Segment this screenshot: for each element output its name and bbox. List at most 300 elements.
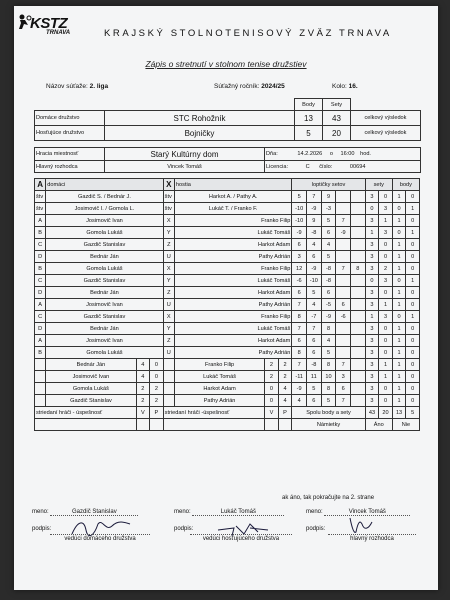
set-score-4 (336, 203, 351, 215)
referee-name: Vincek Tomáš (105, 161, 265, 173)
home-player: Bednár Ján (46, 251, 163, 263)
home-player: Gazdič Stanislav (46, 275, 163, 287)
home-team-name: STC Rohožník (105, 111, 295, 126)
set-score-2: 6 (307, 251, 322, 263)
singles-row (35, 287, 420, 299)
hour-label: hod. (360, 151, 371, 157)
set-score-3: 6 (321, 287, 336, 299)
doubles-tag-away: štv (163, 203, 174, 215)
set-score-3: -5 (321, 299, 336, 311)
home-player-letter: B (35, 347, 46, 359)
home-player-letter: D (35, 251, 46, 263)
singles-row (35, 299, 420, 311)
home-player: Bednár Ján (46, 287, 163, 299)
subs-row (35, 407, 420, 419)
match-record-sheet (14, 6, 438, 590)
ref-name-label: meno: (306, 509, 323, 515)
set-score-1: 7 (292, 299, 307, 311)
away-letter: X (163, 179, 174, 191)
set-score-2: -10 (307, 275, 322, 287)
referee-role: hlavný rozhodca (328, 534, 416, 542)
set-score-2: 6 (307, 335, 322, 347)
set-score-2: -9 (307, 203, 322, 215)
result-label-home: celkový výsledok (351, 111, 421, 126)
away-point: 0 (406, 215, 420, 227)
venue-value: Starý Kultúrny dom (105, 148, 265, 161)
home-player-letter: C (35, 311, 46, 323)
document-subtitle: Zápis o stretnutí v stolnom tenise družstiev (145, 59, 307, 69)
summary-row (35, 359, 420, 371)
away-player-letter: X (163, 263, 174, 275)
summary-home-losses: 2 (150, 383, 164, 395)
set-score-5 (351, 347, 366, 359)
season-label: Súťažný ročník: 2024/25 (214, 83, 285, 90)
away-column-label: hostia (174, 179, 291, 191)
home-point: 1 (392, 191, 406, 203)
set-score-4: 7 (336, 263, 351, 275)
away-sets: 0 (379, 287, 393, 299)
away-point: 0 (406, 251, 420, 263)
referee-signature (344, 514, 384, 536)
set-score-1: -10 (292, 203, 307, 215)
home-point: 1 (392, 383, 406, 395)
singles-row (35, 239, 420, 251)
set-score-5 (351, 383, 366, 395)
set-score-1: 12 (292, 263, 307, 275)
games-label: loptičky setov (292, 179, 365, 191)
set-score-2: 9 (307, 215, 322, 227)
away-player-letter: Y (163, 227, 174, 239)
set-score-3: 5 (321, 251, 336, 263)
summary-blank-home (35, 371, 46, 383)
home-point: 1 (392, 323, 406, 335)
summary-row (35, 395, 420, 407)
set-score-5 (351, 335, 366, 347)
home-leader-block (32, 509, 138, 516)
set-score-2: 7 (307, 191, 322, 203)
home-name-label: meno: (32, 509, 49, 515)
summary-home-wins: 2 (136, 395, 150, 407)
away-point: 0 (406, 239, 420, 251)
away-point: 1 (406, 311, 420, 323)
summary-home-wins: 2 (136, 383, 150, 395)
set-score-5 (351, 323, 366, 335)
notes-yes[interactable]: Áno (365, 419, 392, 431)
association-title: KRAJSKÝ STOLNOTENISOVÝ ZVÄZ TRNAVA (104, 28, 392, 39)
set-score-3: 5 (321, 395, 336, 407)
summary-away-player: Harkot Adam (174, 383, 264, 395)
notes-row (35, 419, 420, 431)
home-player-letter: C (35, 275, 46, 287)
ref-sign-label: podpis: (306, 526, 326, 532)
summary-blank-home (35, 395, 46, 407)
summary-home-player: Josimovič Ivan (46, 371, 136, 383)
home-point: 1 (392, 347, 406, 359)
set-score-3: 10 (321, 371, 336, 383)
subs-label-home: striedaní hráči - úspešnosť (35, 407, 137, 419)
away-sets: 0 (379, 251, 393, 263)
away-point: 0 (406, 347, 420, 359)
home-player-letter: D (35, 287, 46, 299)
set-score-5 (351, 251, 366, 263)
away-name-label: meno: (174, 509, 191, 515)
away-sign-label: podpis: (174, 526, 194, 532)
home-sets: 3 (365, 251, 379, 263)
set-score-2: -8 (307, 227, 322, 239)
home-player: Gomola Lukáš (46, 347, 163, 359)
away-doubles-pair: Lukáč T. / Franko F. (174, 203, 291, 215)
total-home-body: 13 (392, 407, 406, 419)
competition-value: 2. liga (89, 83, 109, 90)
away-leader-name: Lukáč Tomáš (192, 509, 284, 516)
set-score-4 (336, 323, 351, 335)
home-point: 1 (392, 215, 406, 227)
set-score-2: 6 (307, 395, 322, 407)
home-sets: 0 (365, 275, 379, 287)
summary-away-losses: 2 (278, 371, 292, 383)
away-point: 1 (406, 275, 420, 287)
summary-blank-home (35, 383, 46, 395)
license-label: Licencia: (266, 163, 289, 170)
set-score-2: -8 (307, 359, 322, 371)
summary-blank-home (35, 359, 46, 371)
summary-away-losses: 2 (278, 359, 292, 371)
set-score-2: -7 (307, 311, 322, 323)
set-score-4: 6 (336, 383, 351, 395)
set-score-4 (336, 251, 351, 263)
set-score-4 (336, 287, 351, 299)
doubles-tag: štv (35, 203, 46, 215)
home-point: 1 (392, 395, 406, 407)
home-sets: 3 (365, 359, 379, 371)
set-score-1: 7 (292, 323, 307, 335)
set-score-5 (351, 395, 366, 407)
set-score-1: -6 (292, 275, 307, 287)
home-player-letter: A (35, 335, 46, 347)
set-score-5 (351, 359, 366, 371)
set-score-3: 8 (321, 383, 336, 395)
set-score-4: 3 (336, 371, 351, 383)
away-point: 0 (406, 383, 420, 395)
set-score-1: 7 (292, 359, 307, 371)
match-grid (34, 178, 420, 431)
away-player: Harkot Adam (174, 239, 291, 251)
set-score-4: 7 (336, 359, 351, 371)
set-score-2: 5 (307, 287, 322, 299)
away-player-letter: Z (163, 335, 174, 347)
away-player-letter: Z (163, 239, 174, 251)
number-value: 00694 (349, 163, 366, 170)
set-score-2: -9 (307, 263, 322, 275)
home-sets: 3 (365, 215, 379, 227)
set-score-5: 8 (351, 263, 366, 275)
set-score-3: 8 (321, 323, 336, 335)
kstz-logo (30, 15, 71, 36)
away-leader-role: vedúci hosťujúceho družstva (190, 534, 292, 542)
away-player: Franko Filip (174, 311, 291, 323)
away-player: Franko Filip (174, 263, 291, 275)
home-player-letter: D (35, 323, 46, 335)
away-player: Pathy Adrián (174, 251, 291, 263)
logo-subtext: TRNAVA (46, 30, 71, 36)
home-sets: 3 (365, 299, 379, 311)
away-player-letter: Z (163, 287, 174, 299)
set-score-1: 5 (292, 191, 307, 203)
round-label: Kolo: 16. (332, 83, 358, 90)
summary-home-wins: 4 (136, 359, 150, 371)
set-score-5 (351, 191, 366, 203)
time-value: 16:00 (340, 151, 355, 157)
set-score-3: 4 (321, 335, 336, 347)
home-team-body: 13 (295, 111, 323, 126)
away-player-letter: X (163, 311, 174, 323)
subs-v-away: V (265, 407, 279, 419)
set-score-5 (351, 311, 366, 323)
body-header: Body (295, 99, 323, 111)
away-sets: 0 (379, 347, 393, 359)
away-team-label: Hosťujúce družstvo (35, 126, 105, 141)
summary-home-losses: 0 (150, 359, 164, 371)
home-sets: 3 (365, 239, 379, 251)
away-sets: 1 (379, 299, 393, 311)
subs-label-away: striedaní hráči -úspešnosť (163, 407, 265, 419)
home-player-letter: A (35, 299, 46, 311)
summary-home-player: Gazdič Stanislav (46, 395, 136, 407)
summary-home-losses: 0 (150, 371, 164, 383)
set-score-1: 8 (292, 347, 307, 359)
away-point: 0 (406, 395, 420, 407)
home-point: 1 (392, 287, 406, 299)
set-score-3: -9 (321, 311, 336, 323)
points-label: body (392, 179, 419, 191)
home-player-letter: C (35, 239, 46, 251)
set-score-1: 6 (292, 287, 307, 299)
home-leader-name: Gazdič Stanislav (50, 509, 138, 516)
away-team-name: Bojničky (105, 126, 295, 141)
singles-row (35, 215, 420, 227)
doubles-tag: štv (35, 191, 46, 203)
logo-text: KSTZ (30, 15, 68, 32)
set-score-4 (336, 191, 351, 203)
away-point: 1 (406, 227, 420, 239)
home-doubles-pair: Gazdič S. / Bednár J. (46, 191, 163, 203)
set-score-3: -3 (321, 203, 336, 215)
set-score-5 (351, 239, 366, 251)
summary-home-player: Gomola Lukáš (46, 383, 136, 395)
set-score-5 (351, 203, 366, 215)
doubles-tag-away: štv (163, 191, 174, 203)
set-score-3: 9 (321, 191, 336, 203)
set-score-2: 4 (307, 299, 322, 311)
license-cell (265, 161, 421, 173)
season-value: 2024/25 (261, 83, 285, 90)
home-player: Gomola Lukáš (46, 227, 163, 239)
set-score-4: 7 (336, 215, 351, 227)
home-player: Gazdič Stanislav (46, 239, 163, 251)
home-doubles-pair: Josimovič I. / Gomola L. (46, 203, 163, 215)
set-score-4 (336, 335, 351, 347)
away-point: 0 (406, 263, 420, 275)
set-score-5 (351, 275, 366, 287)
home-point: 1 (392, 359, 406, 371)
set-score-1: 8 (292, 311, 307, 323)
home-point: 1 (392, 239, 406, 251)
away-player: Harkot Adam (174, 287, 291, 299)
summary-home-player: Bednár Ján (46, 359, 136, 371)
away-player: Franko Filip (174, 215, 291, 227)
subs-p-home: P (150, 407, 164, 419)
summary-row (35, 383, 420, 395)
set-score-2: 7 (307, 323, 322, 335)
set-score-2: 4 (307, 239, 322, 251)
set-score-5 (351, 227, 366, 239)
home-sets: 3 (365, 323, 379, 335)
away-sets: 1 (379, 215, 393, 227)
set-score-3: 5 (321, 347, 336, 359)
summary-away-wins: 0 (265, 395, 279, 407)
away-team-body: 5 (295, 126, 323, 141)
home-player: Josimovič Ivan (46, 215, 163, 227)
home-point: 1 (392, 299, 406, 311)
away-sets: 0 (379, 191, 393, 203)
set-score-1: -10 (292, 215, 307, 227)
home-sets: 3 (365, 395, 379, 407)
notes-label: Námietky (292, 419, 365, 431)
set-score-3: -8 (321, 275, 336, 287)
set-score-3: 6 (321, 227, 336, 239)
away-sets: 3 (379, 275, 393, 287)
home-point: 0 (392, 227, 406, 239)
away-sets: 3 (379, 227, 393, 239)
away-point: 0 (406, 191, 420, 203)
away-player: Lukáč Tomáš (174, 275, 291, 287)
away-sets: 1 (379, 359, 393, 371)
summary-blank-away (163, 395, 174, 407)
set-score-5 (351, 287, 366, 299)
summary-away-player: Pathy Adrián (174, 395, 264, 407)
home-point: 1 (392, 371, 406, 383)
away-sets: 0 (379, 239, 393, 251)
home-sets: 3 (365, 347, 379, 359)
home-sets: 3 (365, 383, 379, 395)
set-score-1: 3 (292, 251, 307, 263)
venue-label: Hracia miestnosť (35, 148, 105, 161)
summary-blank-away (163, 371, 174, 383)
home-point: 1 (392, 251, 406, 263)
away-doubles-pair: Harkot A. / Pathy A. (174, 191, 291, 203)
summary-away-wins: 2 (265, 371, 279, 383)
away-point: 0 (406, 287, 420, 299)
set-score-4 (336, 239, 351, 251)
singles-row (35, 263, 420, 275)
set-score-4: -6 (336, 311, 351, 323)
competition-label: Názov súťaže: 2. liga (46, 83, 109, 90)
home-point: 0 (392, 203, 406, 215)
subs-v-home: V (136, 407, 150, 419)
singles-row (35, 335, 420, 347)
notes-no[interactable]: Nie (392, 419, 419, 431)
away-player-letter: U (163, 251, 174, 263)
away-player-letter: Y (163, 323, 174, 335)
home-team-sety: 43 (323, 111, 351, 126)
away-point: 1 (406, 203, 420, 215)
home-sets: 3 (365, 335, 379, 347)
summary-away-player: Lukáč Tomáš (174, 371, 264, 383)
singles-row (35, 311, 420, 323)
ref-sig-name: Vincek Tomáš (324, 509, 410, 516)
away-player: Harkot Adam (174, 335, 291, 347)
referee-label: Hlavný rozhodca (35, 161, 105, 173)
set-score-4 (336, 275, 351, 287)
home-sign-label: podpis: (32, 526, 52, 532)
set-score-3: 4 (321, 239, 336, 251)
set-score-4: 6 (336, 299, 351, 311)
sety-header: Sety (323, 99, 351, 111)
home-column-label: domáci (46, 179, 163, 191)
set-score-4: 7 (336, 395, 351, 407)
home-player-letter: B (35, 227, 46, 239)
away-player-letter: U (163, 347, 174, 359)
set-score-2: 5 (307, 383, 322, 395)
set-score-2: 6 (307, 347, 322, 359)
summary-away-losses: 4 (278, 395, 292, 407)
away-player: Lukáč Tomáš (174, 323, 291, 335)
away-player-letter: Y (163, 275, 174, 287)
away-leader-block (174, 509, 284, 516)
number-label: číslo: (319, 163, 333, 170)
home-sets: 3 (365, 191, 379, 203)
summary-away-player: Franko Filip (174, 359, 264, 371)
away-sets: 0 (379, 335, 393, 347)
doubles-row (35, 203, 420, 215)
away-sets: 2 (379, 263, 393, 275)
set-score-5 (351, 215, 366, 227)
set-score-1: 6 (292, 239, 307, 251)
home-team-label: Domáce družstvo (35, 111, 105, 126)
set-score-1: 4 (292, 395, 307, 407)
away-team-sety: 20 (323, 126, 351, 141)
license-value: C (305, 163, 310, 170)
away-player: Lukáč Tomáš (174, 227, 291, 239)
date-value: 14.2.2026 (297, 151, 323, 157)
home-sets: 0 (365, 203, 379, 215)
table-tennis-player-icon (16, 13, 42, 31)
singles-row (35, 251, 420, 263)
set-score-5 (351, 371, 366, 383)
singles-row (35, 323, 420, 335)
away-sets: 0 (379, 323, 393, 335)
home-leader-role: vedúci domáceho družstva (50, 534, 150, 542)
home-point: 1 (392, 263, 406, 275)
away-player: Pathy Adrián (174, 347, 291, 359)
home-player-letter: B (35, 263, 46, 275)
set-score-5 (351, 299, 366, 311)
home-point: 0 (392, 275, 406, 287)
set-score-4: -9 (336, 227, 351, 239)
away-point: 0 (406, 335, 420, 347)
summary-away-wins: 0 (265, 383, 279, 395)
summary-blank-away (163, 359, 174, 371)
total-label: Spolu body a sety (292, 407, 365, 419)
home-player: Gomola Lukáš (46, 263, 163, 275)
round-value: 16. (348, 83, 358, 90)
date-cell (265, 148, 421, 161)
at-label: o (329, 151, 333, 157)
away-sets: 3 (379, 311, 393, 323)
home-sets: 1 (365, 227, 379, 239)
away-point: 0 (406, 359, 420, 371)
home-player: Bednár Ján (46, 323, 163, 335)
